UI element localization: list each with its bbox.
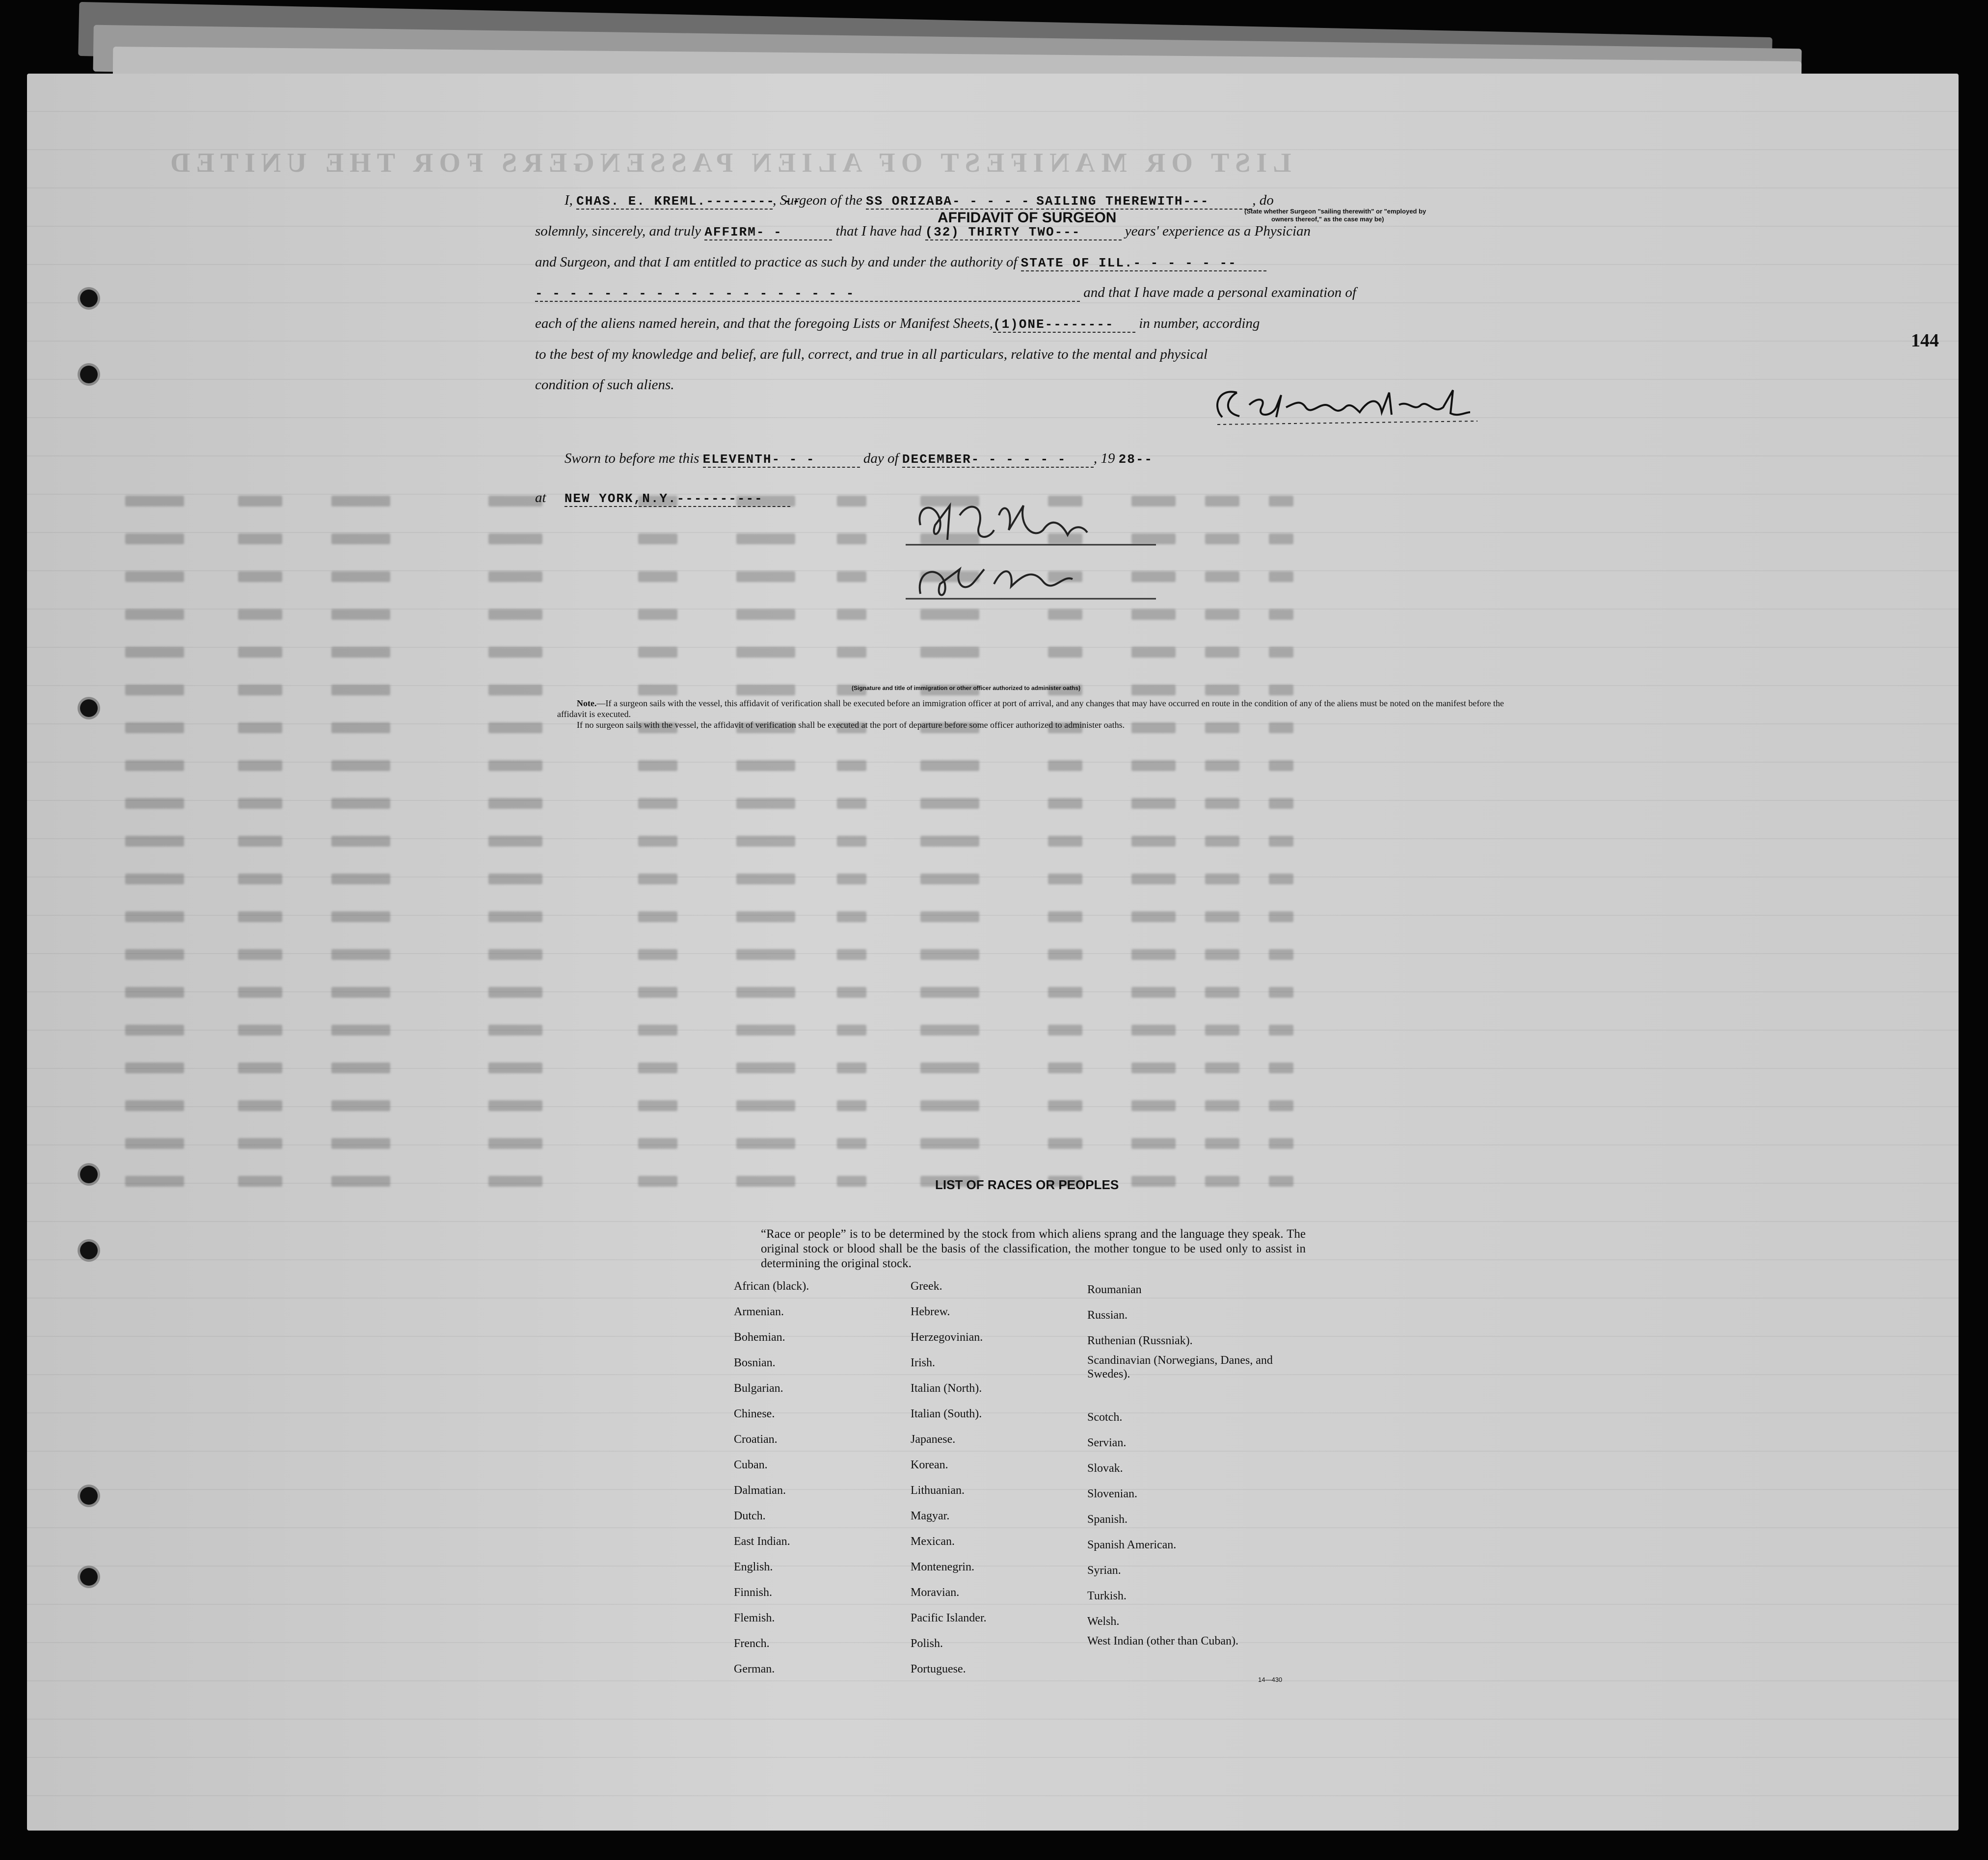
race-item: Chinese. [734, 1408, 775, 1420]
race-item: Dutch. [734, 1510, 766, 1522]
bleed-through-row [125, 1063, 1941, 1075]
bleed-through-row [125, 911, 1941, 924]
vessel-name: SS ORIZABA- - - - - [866, 194, 1033, 210]
punch-hole [80, 1487, 98, 1505]
punch-hole [80, 1242, 98, 1259]
race-item: English. [734, 1561, 773, 1573]
bleed-through-row [125, 1100, 1941, 1113]
sworn-place: NEW YORK,N.Y.---------- [564, 491, 790, 507]
line-2-suffix: years' experience as a Physician [1125, 223, 1311, 239]
race-item: Cuban. [734, 1459, 768, 1471]
punch-hole [80, 290, 98, 307]
sworn-at: at [535, 490, 546, 505]
line-5-suffix: in number, according [1139, 316, 1260, 331]
bleed-through-row [125, 798, 1941, 811]
sailing-note-1: (State whether Surgeon "sailing therewith" or "employed by [1244, 208, 1426, 215]
line-2-mid: that I have had [835, 223, 922, 239]
race-item: Scotch. [1087, 1411, 1123, 1424]
line-2-prefix: solemnly, sincerely, and truly [535, 223, 701, 239]
sailing-status: SAILING THEREWITH--- [1036, 194, 1252, 210]
races-column-2 [911, 1274, 987, 1682]
race-item: Roumanian [1087, 1283, 1142, 1296]
race-item: Flemish. [734, 1612, 775, 1624]
race-item: Bosnian. [734, 1356, 776, 1369]
bleed-through-row [125, 760, 1941, 773]
sworn-line-1 [564, 451, 1153, 468]
race-item: Bohemian. [734, 1331, 785, 1344]
race-item: Slovenian. [1087, 1488, 1137, 1500]
race-item: Greek. [911, 1280, 942, 1293]
race-item: Servian. [1087, 1436, 1127, 1449]
race-item: Spanish. [1087, 1513, 1128, 1526]
race-item: Irish. [911, 1356, 935, 1369]
races-intro: “Race or people” is to be determined by the stock from which aliens sprang and the language they speak. The original stock or blood shall be the basis of the classification, the mother tongue to be used only to assist in determining the original stock. [761, 1227, 1306, 1270]
race-item: African (black). [734, 1280, 809, 1293]
affidavit-line-2 [535, 223, 1311, 240]
note-text-1: —If a surgeon sails with the vessel, this affidavit of verification shall be executed before an immigration officer at port of arrival, and any changes that may have occurred en route in the condition of any of the aliens must be noted on the manifest before the affidavit is executed. [557, 698, 1504, 719]
manifest-page [27, 74, 1959, 1831]
affidavit-title: AFFIDAVIT OF SURGEON [938, 210, 1117, 226]
bleed-through-header: LIST OR MANIFEST OF ALIEN PASSENGERS FOR THE UNITED [164, 148, 1291, 178]
affidavit-line-5 [535, 316, 1260, 333]
line-5-prefix: each of the aliens named herein, and that the foregoing Lists or Manifest Sheets, [535, 316, 993, 331]
line-1-suffix: , do [1252, 192, 1274, 208]
authority-field: STATE OF ILL.- - - - - -- [1021, 256, 1266, 271]
punch-hole [80, 366, 98, 383]
note-paragraph-1 [557, 698, 1514, 719]
race-item: German. [734, 1663, 775, 1675]
form-code: 14—430 [1258, 1676, 1283, 1683]
race-item: Croatian. [734, 1433, 778, 1446]
race-item: Polish. [911, 1637, 943, 1650]
race-item: Syrian. [1087, 1564, 1121, 1577]
race-item: Russian. [1087, 1309, 1128, 1322]
sworn-line-2 [535, 490, 790, 507]
race-item: Moravian. [911, 1586, 960, 1599]
note-text-2: If no surgeon sails with the vessel, the affidavit of verification shall be executed at the port of departure before some officer authorized to administer oaths. [577, 720, 1125, 730]
bleed-through-rows [125, 496, 1941, 1281]
affidavit-line-3 [535, 254, 1266, 271]
years-experience: (32) THIRTY TWO--- [925, 225, 1122, 240]
race-item: Mexican. [911, 1535, 955, 1548]
race-item: East Indian. [734, 1535, 790, 1548]
race-item: Armenian. [734, 1305, 784, 1318]
sworn-day: ELEVENTH- - - [703, 452, 860, 468]
bleed-through-row [125, 874, 1941, 886]
race-item: West Indian (other than Cuban). [1087, 1635, 1238, 1647]
race-item: Slovak. [1087, 1462, 1123, 1475]
races-title: LIST OF RACES OR PEOPLES [935, 1177, 1119, 1192]
race-item: Welsh. [1087, 1615, 1120, 1628]
punch-hole [80, 1568, 98, 1586]
race-item: Pacific Islander. [911, 1612, 987, 1624]
sailing-note-2: owners thereof," as the case may be) [1271, 215, 1384, 223]
affidavit-line-4 [535, 285, 1356, 302]
race-item: Italian (North). [911, 1382, 982, 1395]
sworn-year-prefix: , 19 [1093, 451, 1115, 466]
note-label: Note. [577, 698, 597, 708]
authority-continuation: - - - - - - - - - - - - - - - - - - - [535, 286, 1080, 302]
punch-hole [80, 1166, 98, 1183]
race-item: Bulgarian. [734, 1382, 783, 1395]
race-item: Japanese. [911, 1433, 956, 1446]
bleed-through-row [125, 1025, 1941, 1037]
race-item: Scandinavian (Norwegians, Danes, and Swedes). [1087, 1354, 1273, 1381]
race-item: French. [734, 1637, 770, 1650]
line-1-prefix: I, [564, 192, 573, 208]
race-item: Portuguese. [911, 1663, 966, 1675]
bleed-through-row [125, 987, 1941, 1000]
line-1-mid: , Surgeon of the [773, 192, 862, 208]
races-column-3 [1087, 1277, 1284, 1685]
affidavit-line-6: to the best of my knowledge and belief, are full, correct, and true in all particulars, relative to the mental and physical [535, 346, 1208, 362]
bleed-through-row [125, 949, 1941, 962]
punch-hole [80, 699, 98, 717]
bleed-through-row [125, 836, 1941, 849]
race-item: Montenegrin. [911, 1561, 974, 1573]
races-column-1 [734, 1274, 809, 1682]
race-item: Hebrew. [911, 1305, 950, 1318]
sworn-prefix: Sworn to before me this [564, 451, 699, 466]
surgeon-name: CHAS. E. KREML.-------- -- [576, 194, 801, 209]
race-item: Magyar. [911, 1510, 950, 1522]
signature-caption: (Signature and title of immigration or other officer authorized to administer oaths) [852, 685, 1081, 691]
race-item: Finnish. [734, 1586, 773, 1599]
sworn-mid: day of [863, 451, 899, 466]
bleed-through-row [125, 647, 1941, 660]
officer-signature [906, 496, 1161, 604]
surgeon-signature [1203, 378, 1487, 432]
race-item: Ruthenian (Russniak). [1087, 1334, 1193, 1347]
race-item: Spanish American. [1087, 1539, 1177, 1551]
affidavit-note [557, 698, 1514, 730]
sheet-count: (1)ONE-------- [993, 317, 1135, 333]
line-4-suffix: and that I have made a personal examination of [1083, 285, 1356, 300]
page-number: 144 [1911, 330, 1939, 351]
line-3-prefix: and Surgeon, and that I am entitled to practice as such by and under the authority of [535, 254, 1018, 270]
affirm-field: AFFIRM- - [704, 225, 832, 240]
race-item: Lithuanian. [911, 1484, 965, 1497]
bleed-through-row [125, 1138, 1941, 1151]
race-item: Dalmatian. [734, 1484, 786, 1497]
race-item: Herzegovinian. [911, 1331, 983, 1344]
affidavit-line-1 [564, 192, 1274, 210]
affidavit-line-7: condition of such aliens. [535, 377, 674, 393]
sworn-month: DECEMBER- - - - - - [902, 452, 1094, 468]
race-item: Turkish. [1087, 1590, 1127, 1602]
race-item: Italian (South). [911, 1408, 982, 1420]
race-item: Korean. [911, 1459, 948, 1471]
sworn-year: 28-- [1118, 452, 1154, 467]
bleed-through-row [125, 609, 1941, 622]
